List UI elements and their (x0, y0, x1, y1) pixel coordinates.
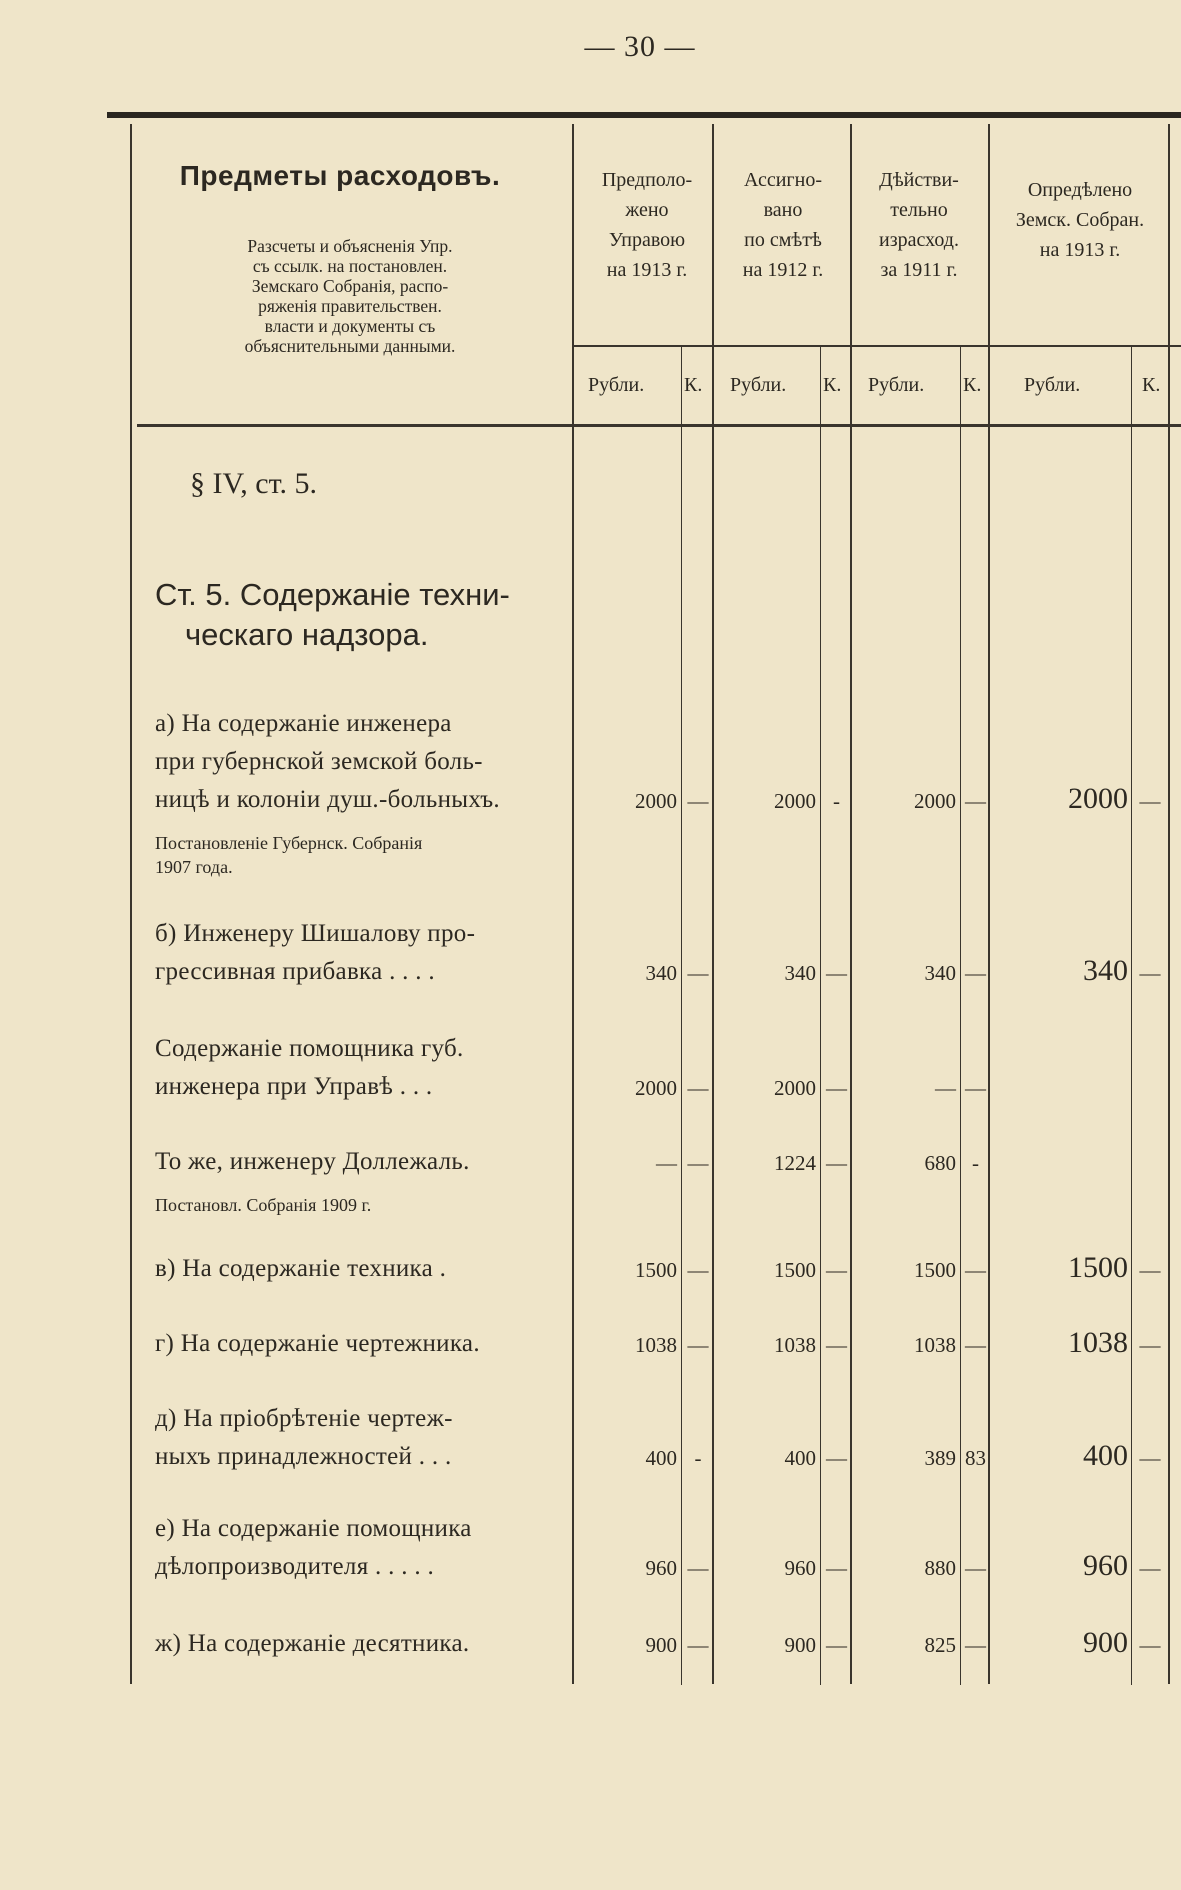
expense-item (155, 1143, 567, 1181)
kopecks-value: — (965, 1333, 986, 1357)
rubles-value: 340 (645, 961, 677, 985)
column-divider (681, 345, 682, 1685)
rubles-value: 1038 (635, 1333, 677, 1357)
expense-item-line: ж) На содержаніе десятника. (155, 1630, 470, 1657)
col-header-line: на 1913 г. (606, 259, 688, 281)
expense-item (155, 1325, 567, 1363)
expense-item-line: инженера при Управѣ . . . (155, 1073, 433, 1100)
header-bottom-rule (137, 424, 1181, 427)
determined-kopecks-value: — (1139, 961, 1161, 985)
col-header-line: Дѣйстви- (879, 169, 959, 191)
kopecks-value: — (965, 1076, 986, 1100)
rubles-value: 1224 (774, 1151, 816, 1175)
kopecks-label: К. (823, 374, 842, 396)
col-header-line: Предполо- (601, 169, 693, 191)
expense-item-line: ницѣ и колоніи душ.-больныхъ. (155, 786, 500, 813)
rubles-value: 389 (924, 1446, 956, 1470)
rubles-value: 400 (784, 1446, 816, 1470)
kopecks-value: — (826, 1258, 847, 1282)
rubles-value: 880 (924, 1556, 956, 1580)
col-header-line: на 1912 г. (742, 259, 824, 281)
column-divider (1131, 345, 1132, 1685)
column-divider (960, 345, 961, 1685)
subtitle-line: власти и документы съ (264, 316, 436, 336)
column-divider (130, 124, 132, 1684)
rubles-value: 1500 (774, 1258, 816, 1282)
subtitle-line: объяснительными данными. (244, 336, 456, 356)
determined-kopecks-value: — (1139, 789, 1161, 813)
expense-item (155, 1250, 567, 1288)
expense-item-line: е) На содержаніе помощника (155, 1515, 472, 1542)
kopecks-value: — (826, 1633, 847, 1657)
column-header-assigned (718, 165, 848, 285)
subtitle-line: Земскаго Собранія, распо- (251, 276, 449, 296)
kopecks-value: — (687, 1556, 709, 1580)
rubles-value: 960 (784, 1556, 816, 1580)
expense-note (155, 831, 567, 879)
kopecks-value: — (687, 789, 709, 813)
rubles-label: Рубли. (588, 374, 645, 396)
rubles-value: 960 (645, 1556, 677, 1580)
col-header-line: израсход. (879, 229, 959, 251)
determined-rubles-value: 400 (1083, 1439, 1128, 1472)
col-header-line: вано (763, 199, 803, 221)
col-header-line: жено (625, 199, 669, 221)
rubles-value: 2000 (635, 789, 677, 813)
article-title-line: ческаго надзора. (185, 617, 429, 652)
kopecks-value: 83 (965, 1446, 986, 1470)
rubles-value: 2000 (914, 789, 956, 813)
expense-item-line: То же, инженеру Доллежаль. (155, 1148, 470, 1175)
determined-kopecks-value: — (1139, 1258, 1161, 1282)
rubles-value: 400 (645, 1446, 677, 1470)
expense-item-line: при губернской земской боль- (155, 748, 483, 775)
rubles-value: 1038 (914, 1333, 956, 1357)
expense-item-line: грессивная прибавка . . . . (155, 958, 435, 985)
kopecks-value: — (965, 961, 986, 985)
expense-item-line: г) На содержаніе чертежника. (155, 1330, 480, 1357)
kopecks-label: К. (1142, 374, 1161, 396)
expense-item (155, 705, 567, 819)
determined-rubles-value: 1500 (1068, 1251, 1128, 1284)
rubles-value: 1500 (914, 1258, 956, 1282)
rubles-value: 2000 (774, 1076, 816, 1100)
determined-rubles-value: 1038 (1068, 1326, 1128, 1359)
expense-item-line: в) На содержаніе техника . (155, 1255, 447, 1282)
determined-kopecks-value: — (1139, 1333, 1161, 1357)
kopecks-value: — (965, 1258, 986, 1282)
determined-rubles-value: 900 (1083, 1626, 1128, 1659)
kopecks-value: — (826, 1076, 847, 1100)
kopecks-label: К. (963, 374, 982, 396)
kopecks-value: — (826, 1556, 847, 1580)
expense-item-line: а) На содержаніе инженера (155, 710, 452, 737)
kopecks-value: - (833, 789, 840, 813)
rubles-label: Рубли. (868, 374, 925, 396)
expense-note-line: 1907 года. (155, 857, 233, 877)
expense-item-line: д) На пріобрѣтеніе чертеж- (155, 1405, 453, 1432)
expense-item-line: ныхъ принадлежностей . . . (155, 1443, 452, 1470)
determined-rubles-value: 2000 (1068, 782, 1128, 815)
column-header-spent (854, 165, 984, 285)
col-header-line: по смѣтѣ (744, 229, 822, 251)
header-subtitle (200, 236, 500, 356)
subtitle-line: Разсчеты и объясненія Упр. (247, 236, 453, 256)
expense-item (155, 1510, 567, 1586)
determined-kopecks-value: — (1139, 1446, 1161, 1470)
col-header-line: тельно (890, 199, 948, 221)
col-header-line: Ассигно- (744, 169, 822, 191)
rubles-value: 340 (784, 961, 816, 985)
expense-item (155, 1400, 567, 1476)
expense-item (155, 915, 567, 991)
col-header-line: Управою (608, 229, 686, 251)
expense-item (155, 1030, 567, 1106)
kopecks-value: — (687, 1258, 709, 1282)
page-number: — 30 — (584, 30, 696, 63)
rubles-value: 825 (924, 1633, 956, 1657)
kopecks-label: К. (684, 374, 703, 396)
expense-item-line: дѣлопроизводителя . . . . . (155, 1553, 435, 1580)
expense-note (155, 1193, 567, 1217)
kopecks-value: — (687, 1633, 709, 1657)
col-header-line: на 1913 г. (1039, 239, 1121, 261)
kopecks-value: — (687, 1333, 709, 1357)
expense-note-line: Постановленіе Губернск. Собранія (155, 833, 423, 853)
kopecks-value: — (826, 1333, 847, 1357)
rubles-label: Рубли. (1024, 374, 1081, 396)
kopecks-value: — (965, 1633, 986, 1657)
rubles-value: — (656, 1151, 677, 1175)
kopecks-value: — (965, 1556, 986, 1580)
kopecks-value: — (965, 789, 986, 813)
expense-item-line: Содержаніе помощника губ. (155, 1035, 464, 1062)
expense-item-line: б) Инженеру Шишалову про- (155, 920, 476, 947)
rubles-value: 680 (924, 1151, 956, 1175)
col-header-line: Земск. Собран. (1015, 209, 1145, 231)
col-header-line: Опредѣлено (1027, 179, 1133, 201)
header-subrule (572, 345, 1181, 347)
kopecks-value: - (694, 1446, 702, 1470)
rubles-value: 900 (784, 1633, 816, 1657)
article-title-line: Ст. 5. Содержаніе техни- (155, 577, 510, 612)
column-divider (988, 124, 990, 1684)
determined-kopecks-value: — (1139, 1633, 1161, 1657)
section-heading: § IV, ст. 5. (190, 467, 317, 500)
rubles-value: 2000 (635, 1076, 677, 1100)
top-rule (107, 112, 1181, 118)
kopecks-value: — (826, 1446, 847, 1470)
col-header-line: за 1911 г. (880, 259, 958, 281)
kopecks-value: — (687, 961, 709, 985)
kopecks-value: — (687, 1076, 709, 1100)
expense-item (155, 1625, 567, 1663)
rubles-value: 340 (924, 961, 956, 985)
article-title (155, 575, 575, 655)
subtitle-line: ряженія правительствен. (258, 296, 442, 316)
column-divider (820, 345, 821, 1685)
rubles-value: 1038 (774, 1333, 816, 1357)
determined-kopecks-value: — (1139, 1556, 1161, 1580)
column-header-proposed (582, 165, 712, 285)
kopecks-value: — (826, 1151, 847, 1175)
column-divider (1168, 124, 1170, 1684)
determined-rubles-value: 960 (1083, 1549, 1128, 1582)
subtitle-line: съ ссылк. на постановлен. (252, 256, 448, 276)
expense-note-line: Постановл. Собранія 1909 г. (155, 1195, 372, 1215)
kopecks-value: - (972, 1151, 979, 1175)
rubles-label: Рубли. (730, 374, 787, 396)
kopecks-value: — (826, 961, 847, 985)
kopecks-value: — (687, 1151, 709, 1175)
rubles-value: — (935, 1076, 956, 1100)
rubles-value: 1500 (635, 1258, 677, 1282)
rubles-value: 900 (645, 1633, 677, 1657)
column-header-determined (992, 175, 1168, 265)
header-title: Предметы расходовъ. (179, 160, 501, 191)
rubles-value: 2000 (774, 789, 816, 813)
determined-rubles-value: 340 (1083, 954, 1128, 987)
